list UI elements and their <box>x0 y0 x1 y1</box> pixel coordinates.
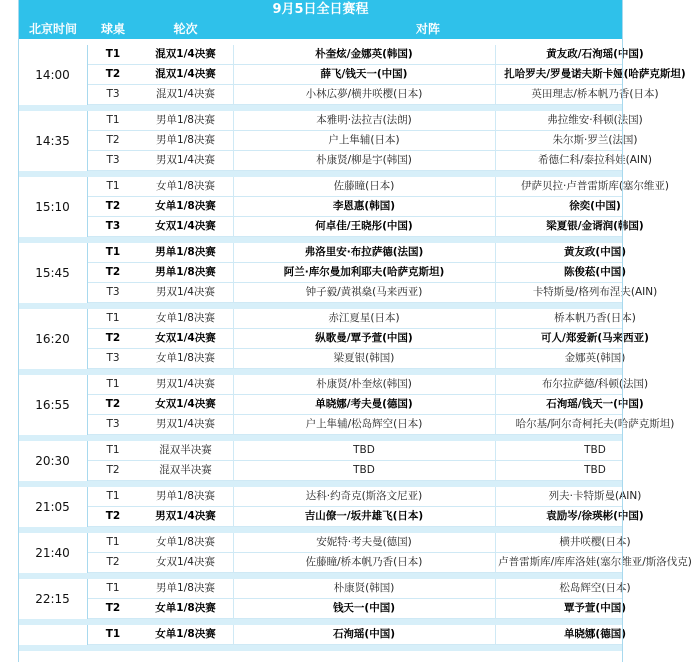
court-cell: T1 <box>105 48 121 60</box>
player2-cell: 扎哈罗夫/罗曼诺夫斯卡娅(哈萨克斯坦) <box>504 68 686 80</box>
court-cell: T1 <box>106 312 120 324</box>
match-row <box>88 329 649 349</box>
court-cell: T1 <box>106 582 120 594</box>
player2-cell: 卢普雷斯库/库库洛娃(塞尔维亚/斯洛伐克) <box>498 556 692 568</box>
round-cell: 男双1/4决赛 <box>138 151 234 170</box>
time-group <box>18 309 649 369</box>
player1-cell: 本雅明·法拉吉(法朗) <box>233 111 496 130</box>
player1-cell: 梁夏银(韩国) <box>233 349 496 368</box>
court-cell: T1 <box>106 378 120 390</box>
player1-cell: TBD <box>233 441 496 460</box>
round-cell: 混双1/4决赛 <box>138 45 234 64</box>
match-row <box>88 579 631 599</box>
court-cell: T1 <box>106 180 120 192</box>
player1-cell: 单晓娜/考夫曼(德国) <box>233 395 496 414</box>
round-cell: 男双1/4决赛 <box>138 415 234 434</box>
court-cell: T2 <box>105 510 121 522</box>
court-cell: T2 <box>105 266 121 278</box>
player2-cell: TBD <box>584 444 606 456</box>
player2-cell: 松岛辉空(日本) <box>559 582 631 594</box>
time-cell: 21:05 <box>18 487 88 527</box>
time-cell <box>18 625 88 645</box>
court-cell: T3 <box>106 286 120 298</box>
time-group <box>18 533 692 573</box>
match-row <box>88 45 644 65</box>
court-cell: T3 <box>105 220 121 232</box>
match-row <box>88 507 644 527</box>
header-time: 北京时间 <box>28 22 77 36</box>
player1-cell: 朴康贤/朴奎炫(韩国) <box>233 375 496 394</box>
court-cell: T1 <box>106 490 120 502</box>
player2-cell: 弗拉维安·科顿(法国) <box>547 114 643 126</box>
court-cell: T1 <box>106 444 120 456</box>
round-cell: 女双1/4决赛 <box>138 217 234 236</box>
player1-cell: TBD <box>233 461 496 480</box>
player2-cell: 陈俊菘(中国) <box>563 266 627 278</box>
player1-cell: 安妮特·考夫曼(德国) <box>233 533 496 552</box>
player2-cell: 桥本帆乃香(日本) <box>554 312 636 324</box>
match-row <box>88 533 631 553</box>
match-row <box>88 487 642 507</box>
match-row <box>88 243 627 263</box>
round-cell: 混双半决赛 <box>138 441 234 460</box>
court-cell: T2 <box>105 68 121 80</box>
player1-cell: 小林広夢/横井咲樱(日本) <box>233 85 496 104</box>
time-group <box>18 111 652 171</box>
round-cell: 男单1/8决赛 <box>138 243 234 262</box>
round-cell: 男单1/8决赛 <box>138 487 234 506</box>
court-cell: T2 <box>105 200 121 212</box>
round-cell: 混双1/4决赛 <box>138 65 234 84</box>
player2-cell: 金娜英(韩国) <box>564 352 626 364</box>
schedule-title: 9月5日全日赛程 <box>18 0 623 20</box>
player2-cell: 希德仁科/泰拉科娃(AIN) <box>538 154 652 166</box>
round-cell: 女双1/4决赛 <box>138 395 234 414</box>
match-row <box>88 217 644 237</box>
round-cell: 男单1/8决赛 <box>138 263 234 282</box>
time-group <box>18 243 658 303</box>
player2-cell: 覃予萱(中国) <box>563 602 627 614</box>
player2-cell: 英田理志/桥本帆乃香(日本) <box>531 88 659 100</box>
court-cell: T3 <box>106 418 120 430</box>
court-cell: T2 <box>105 398 121 410</box>
court-cell: T1 <box>105 628 121 640</box>
player1-cell: 弗洛里安·布拉萨德(法国) <box>233 243 496 262</box>
player2-cell: 朱尔斯·罗兰(法国) <box>552 134 638 146</box>
player2-cell: 徐奕(中国) <box>569 200 621 212</box>
player2-cell: 横井咲樱(日本) <box>559 536 631 548</box>
court-cell: T2 <box>106 134 120 146</box>
player2-cell: 列夫·卡特斯曼(AIN) <box>548 490 642 502</box>
round-cell: 女单1/8决赛 <box>138 349 234 368</box>
time-group <box>18 625 627 645</box>
match-row <box>88 375 649 395</box>
time-cell: 22:15 <box>18 579 88 619</box>
court-cell: T1 <box>105 246 121 258</box>
time-cell: 16:20 <box>18 309 88 369</box>
court-cell: T3 <box>106 352 120 364</box>
court-cell: T2 <box>106 464 120 476</box>
match-row <box>88 415 675 435</box>
player2-cell: 卡特斯曼/格列布涅夫(AIN) <box>532 286 658 298</box>
match-row <box>88 177 670 197</box>
player1-cell: 钱天一(中国) <box>233 599 496 618</box>
time-cell: 14:00 <box>18 45 88 105</box>
header-court: 球桌 <box>100 22 125 36</box>
round-cell: 男单1/8决赛 <box>138 111 234 130</box>
time-cell: 14:35 <box>18 111 88 171</box>
round-cell: 男双1/4决赛 <box>138 283 234 302</box>
round-cell: 男单1/8决赛 <box>138 579 234 598</box>
match-row <box>88 65 686 85</box>
round-cell: 女单1/8决赛 <box>138 533 234 552</box>
player2-cell: 黄友政/石洵瑶(中国) <box>546 48 644 60</box>
player1-cell: 何卓佳/王晓彤(中国) <box>233 217 496 236</box>
time-cell: 16:55 <box>18 375 88 435</box>
match-row <box>88 599 627 619</box>
player2-cell: 可人/郑爱新(马来西亚) <box>541 332 649 344</box>
player1-cell: 阿兰·库尔曼加利耶夫(哈萨克斯坦) <box>233 263 496 282</box>
time-cell: 15:45 <box>18 243 88 303</box>
time-cell: 21:40 <box>18 533 88 573</box>
player1-cell: 朴奎炫/金娜英(韩国) <box>233 45 496 64</box>
player2-cell: 伊萨贝拉·卢普雷斯库(塞尔维亚) <box>520 180 670 192</box>
court-cell: T1 <box>106 536 120 548</box>
group-separator <box>18 645 623 651</box>
player2-cell: TBD <box>584 464 606 476</box>
player1-cell: 户上隼辅(日本) <box>233 131 496 150</box>
player1-cell: 石洵瑶(中国) <box>233 625 496 644</box>
match-row <box>88 197 623 217</box>
round-cell: 女单1/8决赛 <box>138 177 234 196</box>
match-row <box>88 349 626 369</box>
court-cell: T1 <box>106 114 120 126</box>
player1-cell: 户上隼辅/松岛辉空(日本) <box>233 415 496 434</box>
player1-cell: 朴康贤(韩国) <box>233 579 496 598</box>
round-cell: 混双1/4决赛 <box>138 85 234 104</box>
match-row <box>88 553 692 573</box>
player1-cell: 吉山僚一/坂井雄飞(日本) <box>233 507 496 526</box>
match-row <box>88 309 636 329</box>
player1-cell: 钟子毅/黄祺燊(马来西亚) <box>233 283 496 302</box>
time-group <box>18 375 675 435</box>
round-cell: 男双1/4决赛 <box>138 375 234 394</box>
player2-cell: 布尔拉萨德/科顿(法国) <box>541 378 649 390</box>
player1-cell: 赤江夏星(日本) <box>233 309 496 328</box>
player1-cell: 佐藤瞳(日本) <box>233 177 496 196</box>
player2-cell: 石洵瑶/钱天一(中国) <box>546 398 644 410</box>
court-cell: T2 <box>106 556 120 568</box>
time-group <box>18 487 644 527</box>
player1-cell: 佐藤瞳/桥本帆乃香(日本) <box>233 553 496 572</box>
round-cell: 女双1/4决赛 <box>138 329 234 348</box>
match-row <box>88 131 638 151</box>
match-row <box>88 461 623 481</box>
time-group <box>18 45 686 105</box>
time-group <box>18 579 631 619</box>
match-row <box>88 151 652 171</box>
round-cell: 男双1/4决赛 <box>138 507 234 526</box>
match-row <box>88 441 623 461</box>
player1-cell: 达科·约奇克(斯洛文尼亚) <box>233 487 496 506</box>
match-row <box>88 625 627 645</box>
round-cell: 女双1/4决赛 <box>138 553 234 572</box>
time-cell: 20:30 <box>18 441 88 481</box>
player2-cell: 袁励岑/徐瑛彬(中国) <box>546 510 644 522</box>
round-cell: 女单1/8决赛 <box>138 625 234 644</box>
player2-cell: 哈尔基/阿尔奇柯托夫(哈萨克斯坦) <box>515 418 675 430</box>
match-row <box>88 111 643 131</box>
time-group <box>18 441 623 481</box>
match-row <box>88 263 627 283</box>
table-header <box>18 20 623 39</box>
round-cell: 女单1/8决赛 <box>138 599 234 618</box>
header-matchup: 对阵 <box>415 22 440 36</box>
player1-cell: 薛飞/钱天一(中国) <box>233 65 496 84</box>
round-cell: 女单1/8决赛 <box>138 197 234 216</box>
header-round: 轮次 <box>173 22 198 36</box>
time-cell: 15:10 <box>18 177 88 237</box>
court-cell: T2 <box>105 602 121 614</box>
player1-cell: 朴康贤/柳是宇(韩国) <box>233 151 496 170</box>
match-row <box>88 395 644 415</box>
match-row <box>88 85 659 105</box>
match-row <box>88 283 658 303</box>
player2-cell: 黄友政(中国) <box>563 246 627 258</box>
court-cell: T2 <box>105 332 121 344</box>
court-cell: T3 <box>106 88 120 100</box>
player2-cell: 梁夏银/金谞润(韩国) <box>546 220 644 232</box>
round-cell: 混双半决赛 <box>138 461 234 480</box>
round-cell: 女单1/8决赛 <box>138 309 234 328</box>
player2-cell: 单晓娜(德国) <box>563 628 627 640</box>
time-group <box>18 177 670 237</box>
court-cell: T3 <box>106 154 120 166</box>
player1-cell: 纵歌曼/覃予萱(中国) <box>233 329 496 348</box>
player1-cell: 李恩惠(韩国) <box>233 197 496 216</box>
round-cell: 男单1/8决赛 <box>138 131 234 150</box>
